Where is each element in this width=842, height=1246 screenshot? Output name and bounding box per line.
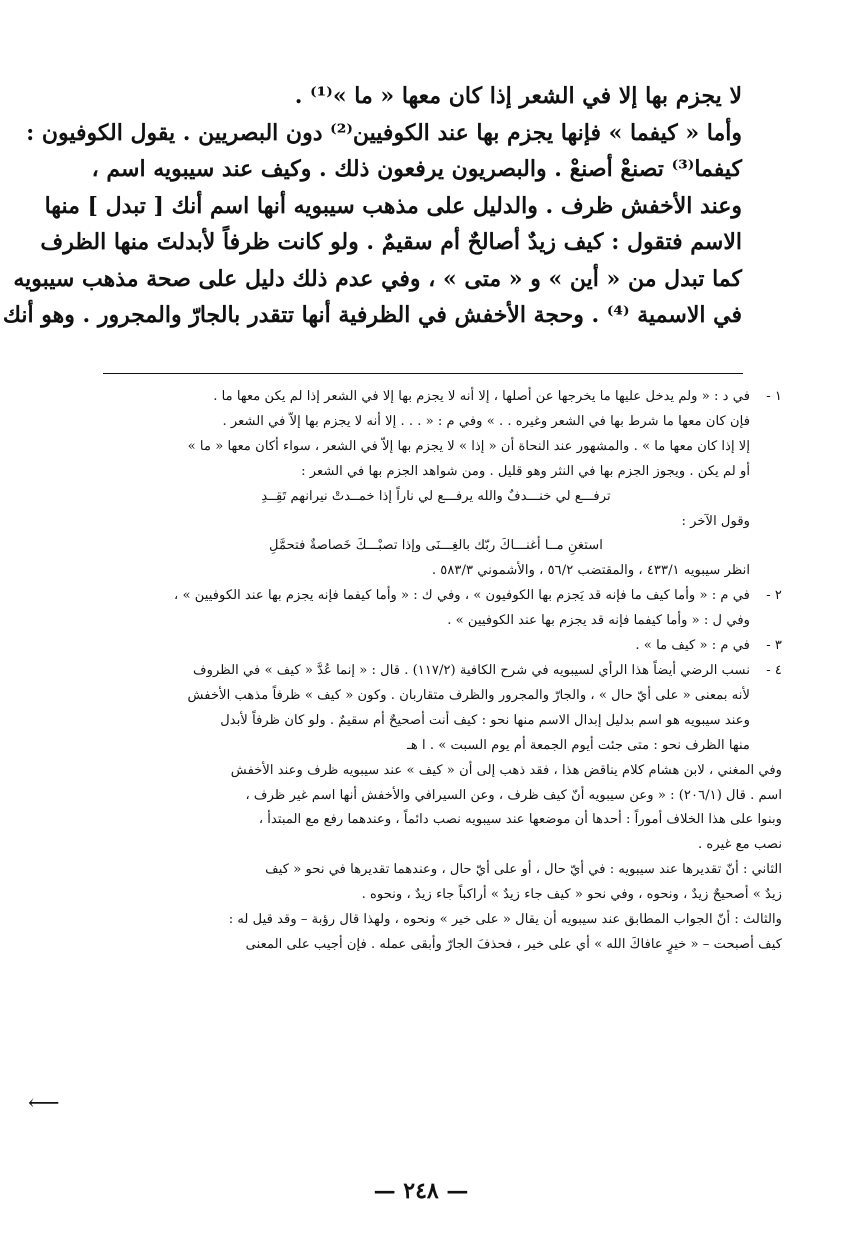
main-line: كيفما⁽³⁾ تصنعْ أصنعْ . والبصريون يرفعون ذلك . وكيف عند سيبويه اسم ، <box>91 156 742 182</box>
footnote-number: ٤ - <box>766 662 782 678</box>
footnote-body <box>52 659 782 759</box>
footnote-body <box>52 584 782 634</box>
footnotes <box>52 385 782 958</box>
verse-intro: وقول الآخر : <box>681 513 750 529</box>
continuation-arrow-icon: ⟵ <box>28 1091 60 1116</box>
main-line: لا يجزم بها إلا في الشعر إذا كان معها « ما »⁽¹⁾ . <box>294 83 742 109</box>
footnote-line: وبنوا على هذا الخلاف أموراً : أحدها أن موضعها عند سيبويه نصب دائماً ، وعندهما رفع مع المبتدأ ، <box>258 812 782 828</box>
footnote-number: ١ - <box>766 389 782 404</box>
footnote-line: في م : « كيف ما » . <box>635 638 750 654</box>
main-line: وعند الأخفش ظرف . والدليل على مذهب سيبويه أنها اسم أنك [ تبدل ] منها <box>44 192 742 219</box>
footnote-3 <box>52 634 782 659</box>
footnote-line: وفي ل : « وأما كيفما فإنه قد يجزم بها عند الكوفيين » . <box>447 613 750 629</box>
footnote-separator <box>103 373 743 374</box>
footnote-body <box>52 634 782 659</box>
footnote-line: في م : « وأما كيف ما فإنه قد يَجزم بها الكوفيون » ، وفي ك : « وأما كيفما فإنه يجزم بها عند الكوفيين » ، <box>174 588 750 604</box>
footnote-line: نصب مع غيره . <box>698 837 782 853</box>
footnote-line: نسب الرضي أيضاً هذا الرأي لسيبويه في شرح الكافية (١١٧/٢) . قال : « إنما عُدَّ « كيف » في الظروف <box>192 662 750 678</box>
main-line: في الاسمية ⁽⁴⁾ . وحجة الأخفش في الظرفية أنها تتقدر بالجارّ والمجرور . وهو أنك <box>2 302 742 328</box>
main-text <box>2 78 742 334</box>
footnote-line: وفي المغني ، لابن هشام كلام يناقض هذا ، فقد ذهب إلى أن « كيف » عند سيبويه ظرف وعند الأخفش <box>230 762 782 778</box>
main-line: الاسم فتقول : كيف زيدٌ أصالحٌ أم سقيمٌ . ولو كانت ظرفاً لأبدلتَ منها الظرف <box>40 229 742 255</box>
footnote-line: منها الظرف نحو : متى جئت أيوم الجمعة أم يوم السبت » . ا هـ <box>407 737 750 753</box>
footnote-line: أو لم يكن . ويجوز الجزم بها في النثر وهو قليل . ومن شواهد الجزم بها في الشعر : <box>301 463 750 479</box>
main-line: كما تبدل من « أين » و « متى » ، وفي عدم ذلك دليل على صحة مذهب سيبويه <box>13 265 742 292</box>
verse-line: استغنِ مــا أغنـــاكَ ربّك بالغِـــنَى وإذا تصبْـــكَ خَصاصةٌ فتحمَّلِ <box>269 538 603 554</box>
footnote-line: إلا إذا كان معها ما » . والمشهور عند النحاة أن « إذا » لا يجزم بها إلاّ في الشعر ، سواء أكان معها « ما » <box>187 438 750 454</box>
footnote-body <box>52 385 782 584</box>
footnote-line: والثالث : أنّ الجواب المطابق عند سيبويه أن يقال « على خير » ونحوه ، ولهذا قال رؤبة – وقد قيل له : <box>228 912 782 928</box>
footnote-line: فإن كان معها ما شرط بها في الشعر وغيره . . » وفي م : « . . . إلا أنه لا يجزم بها إلاّ في الشعر . <box>222 413 750 429</box>
footnote-1 <box>52 385 782 584</box>
footnote-2 <box>52 584 782 634</box>
footnote-line: في د : « ولم يدخل عليها ما يخرجها عن أصلها ، إلا أنه لا يجزم بها إلا في الشعر إذا لم يكن معها ما . <box>213 389 750 404</box>
footnote-line: الثاني : أنّ تقديرها عند سيبويه : في أيّ حال ، أو على أيّ حال ، وعندهما تقديرها في نحو « كيف <box>265 862 782 878</box>
main-line: وأما « كيفما » فإنها يجزم بها عند الكوفيين⁽²⁾ دون البصريين . يقول الكوفيون : <box>26 119 742 146</box>
verse-line: ترفـــع لي خنـــدفٌ والله يرفـــع لي ناراً إذا خمــدتْ نيرانهم تَقِــدِ <box>261 488 611 504</box>
footnote-number: ٣ - <box>766 638 782 654</box>
footnote-line: اسم . قال (٢٠٦/١) : « وعن سيبويه أنّ كيف ظرف ، وعن السيرافي والأخفش أنها اسم غير ظرف ، <box>245 787 782 803</box>
footnote-4 <box>52 659 782 759</box>
footnote-line: لأنه بمعنى « على أيّ حال » ، والجارّ والمجرور والظرف متقاربان . وكون « كيف » ظرفاً مذهب الأخفش <box>187 687 750 703</box>
footnote-number: ٢ - <box>766 588 782 604</box>
footnote-line: زيدٌ » أصحيحٌ زيدٌ ، ونحوه ، وفي نحو « كيف جاء زيدٌ » أراكباً جاء زيدٌ ، ونحوه . <box>361 887 782 903</box>
footnote-line: كيف أصبحت – « خيرٍ عافاكَ الله » أي على خير ، فحذفَ الجارّ وأبقى عمله . فإن أجيب على المعنى <box>245 936 782 952</box>
reference-line: انظر سيبويه ٤٣٣/١ ، والمقتضب ٥٦/٢ ، والأشموني ٥٨٣/٣ . <box>431 563 750 579</box>
footnote-4-continued <box>52 759 782 958</box>
page-number: — ٢٤٨ — <box>373 1178 469 1204</box>
footnote-line: وعند سيبويه هو اسم بدليل إبدال الاسم منها نحو : كيف أنت أصحيحٌ أم سقيمٌ . ولو كان ظرفاً لأبدل <box>220 712 750 728</box>
